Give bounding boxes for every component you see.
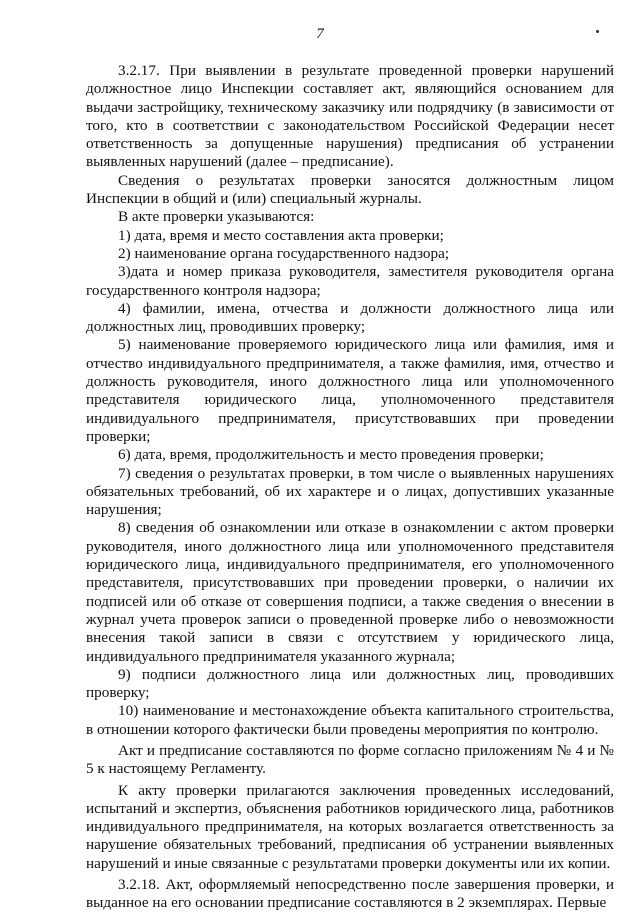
paragraph-journal: Сведения о результатах проверки заносятся должностным лицом Инспекции в общий и (или) специальный журналы. — [86, 171, 614, 208]
list-item-9: 9) подписи должностного лица или должностных лиц, проводивших проверку; — [86, 665, 614, 702]
paragraph-3-2-17: 3.2.17. При выявлении в результате проведенной проверки нарушений должностное лицо Инспекции составляет акт, являющийся основанием для выдачи застройщику, техническому заказчику или подрядчику (в зависимости от того, кто в соответствии с законодательством Российской Федерации несет ответственность за допущенные нарушения) предписания об устранении выявленных нарушений (далее – предписание). — [86, 62, 614, 171]
page-number: 7 — [316, 26, 324, 42]
list-item-6: 6) дата, время, продолжительность и место проведения проверки; — [118, 446, 544, 464]
scan-dot — [596, 30, 599, 33]
list-item-10: 10) наименование и местонахождение объекта капитального строительства, в отношении которого фактически были проведены мероприятия по контролю. — [86, 702, 614, 738]
paragraph-forms: Акт и предписание составляются по форме согласно приложениям № 4 и № 5 к настоящему Регламенту. — [86, 741, 614, 778]
paragraph-3-2-18: 3.2.18. Акт, оформляемый непосредственно после завершения проверки, и выданное на его основании предписание составляются в 2 экземплярах. Первые — [86, 876, 614, 912]
list-item-4: 4) фамилии, имена, отчества и должности должностного лица или должностных лиц, проводивших проверку; — [86, 299, 614, 336]
paragraph-act-contents-intro: В акте проверки указываются: — [118, 208, 315, 226]
list-item-2: 2) наименование органа государственного надзора; — [118, 244, 450, 262]
list-item-8: 8) сведения об ознакомлении или отказе в ознакомлении с актом проверки руководителя, иного должностного лица или уполномоченного представителя юридического лица, индивидуального предпринимателя, его уполномоченного представителя, присутствовавших при проведении проверки, о наличии их подписей или об отказе от совершения подписи, а также сведения о внесении в журнал учета проверок записи о проведенной проверке либо о невозможности внесения такой записи в связи с отсутствием у юридического лица, индивидуального предпринимателя указанного журнала; — [86, 519, 614, 665]
document-body — [86, 62, 614, 913]
paragraph-attachments: К акту проверки прилагаются заключения проведенных исследований, испытаний и экспертиз, объяснения работников юридического лица, работников индивидуального предпринимателя, на которых возлагается ответственность за нарушение обязательных требований, предписания об устранении выявленных нарушений и иные связанные с результатами проверки документы или их копии. — [86, 781, 614, 872]
list-item-7: 7) сведения о результатах проверки, в том числе о выявленных нарушениях обязательных требований, об их характере и о лицах, допустивших указанные нарушения; — [86, 464, 614, 519]
list-item-5: 5) наименование проверяемого юридического лица или фамилия, имя и отчество индивидуального предпринимателя, а также фамилия, имя, отчество и должность руководителя, иного должностного лица или уполномоченного представителя юридического лица, уполномоченного представителя индивидуального предпринимателя, присутствовавших при проведении проверки; — [86, 336, 614, 445]
list-item-1: 1) дата, время и место составления акта проверки; — [118, 226, 444, 244]
list-item-3: 3)дата и номер приказа руководителя, заместителя руководителя органа государственного контроля надзора; — [86, 263, 614, 299]
